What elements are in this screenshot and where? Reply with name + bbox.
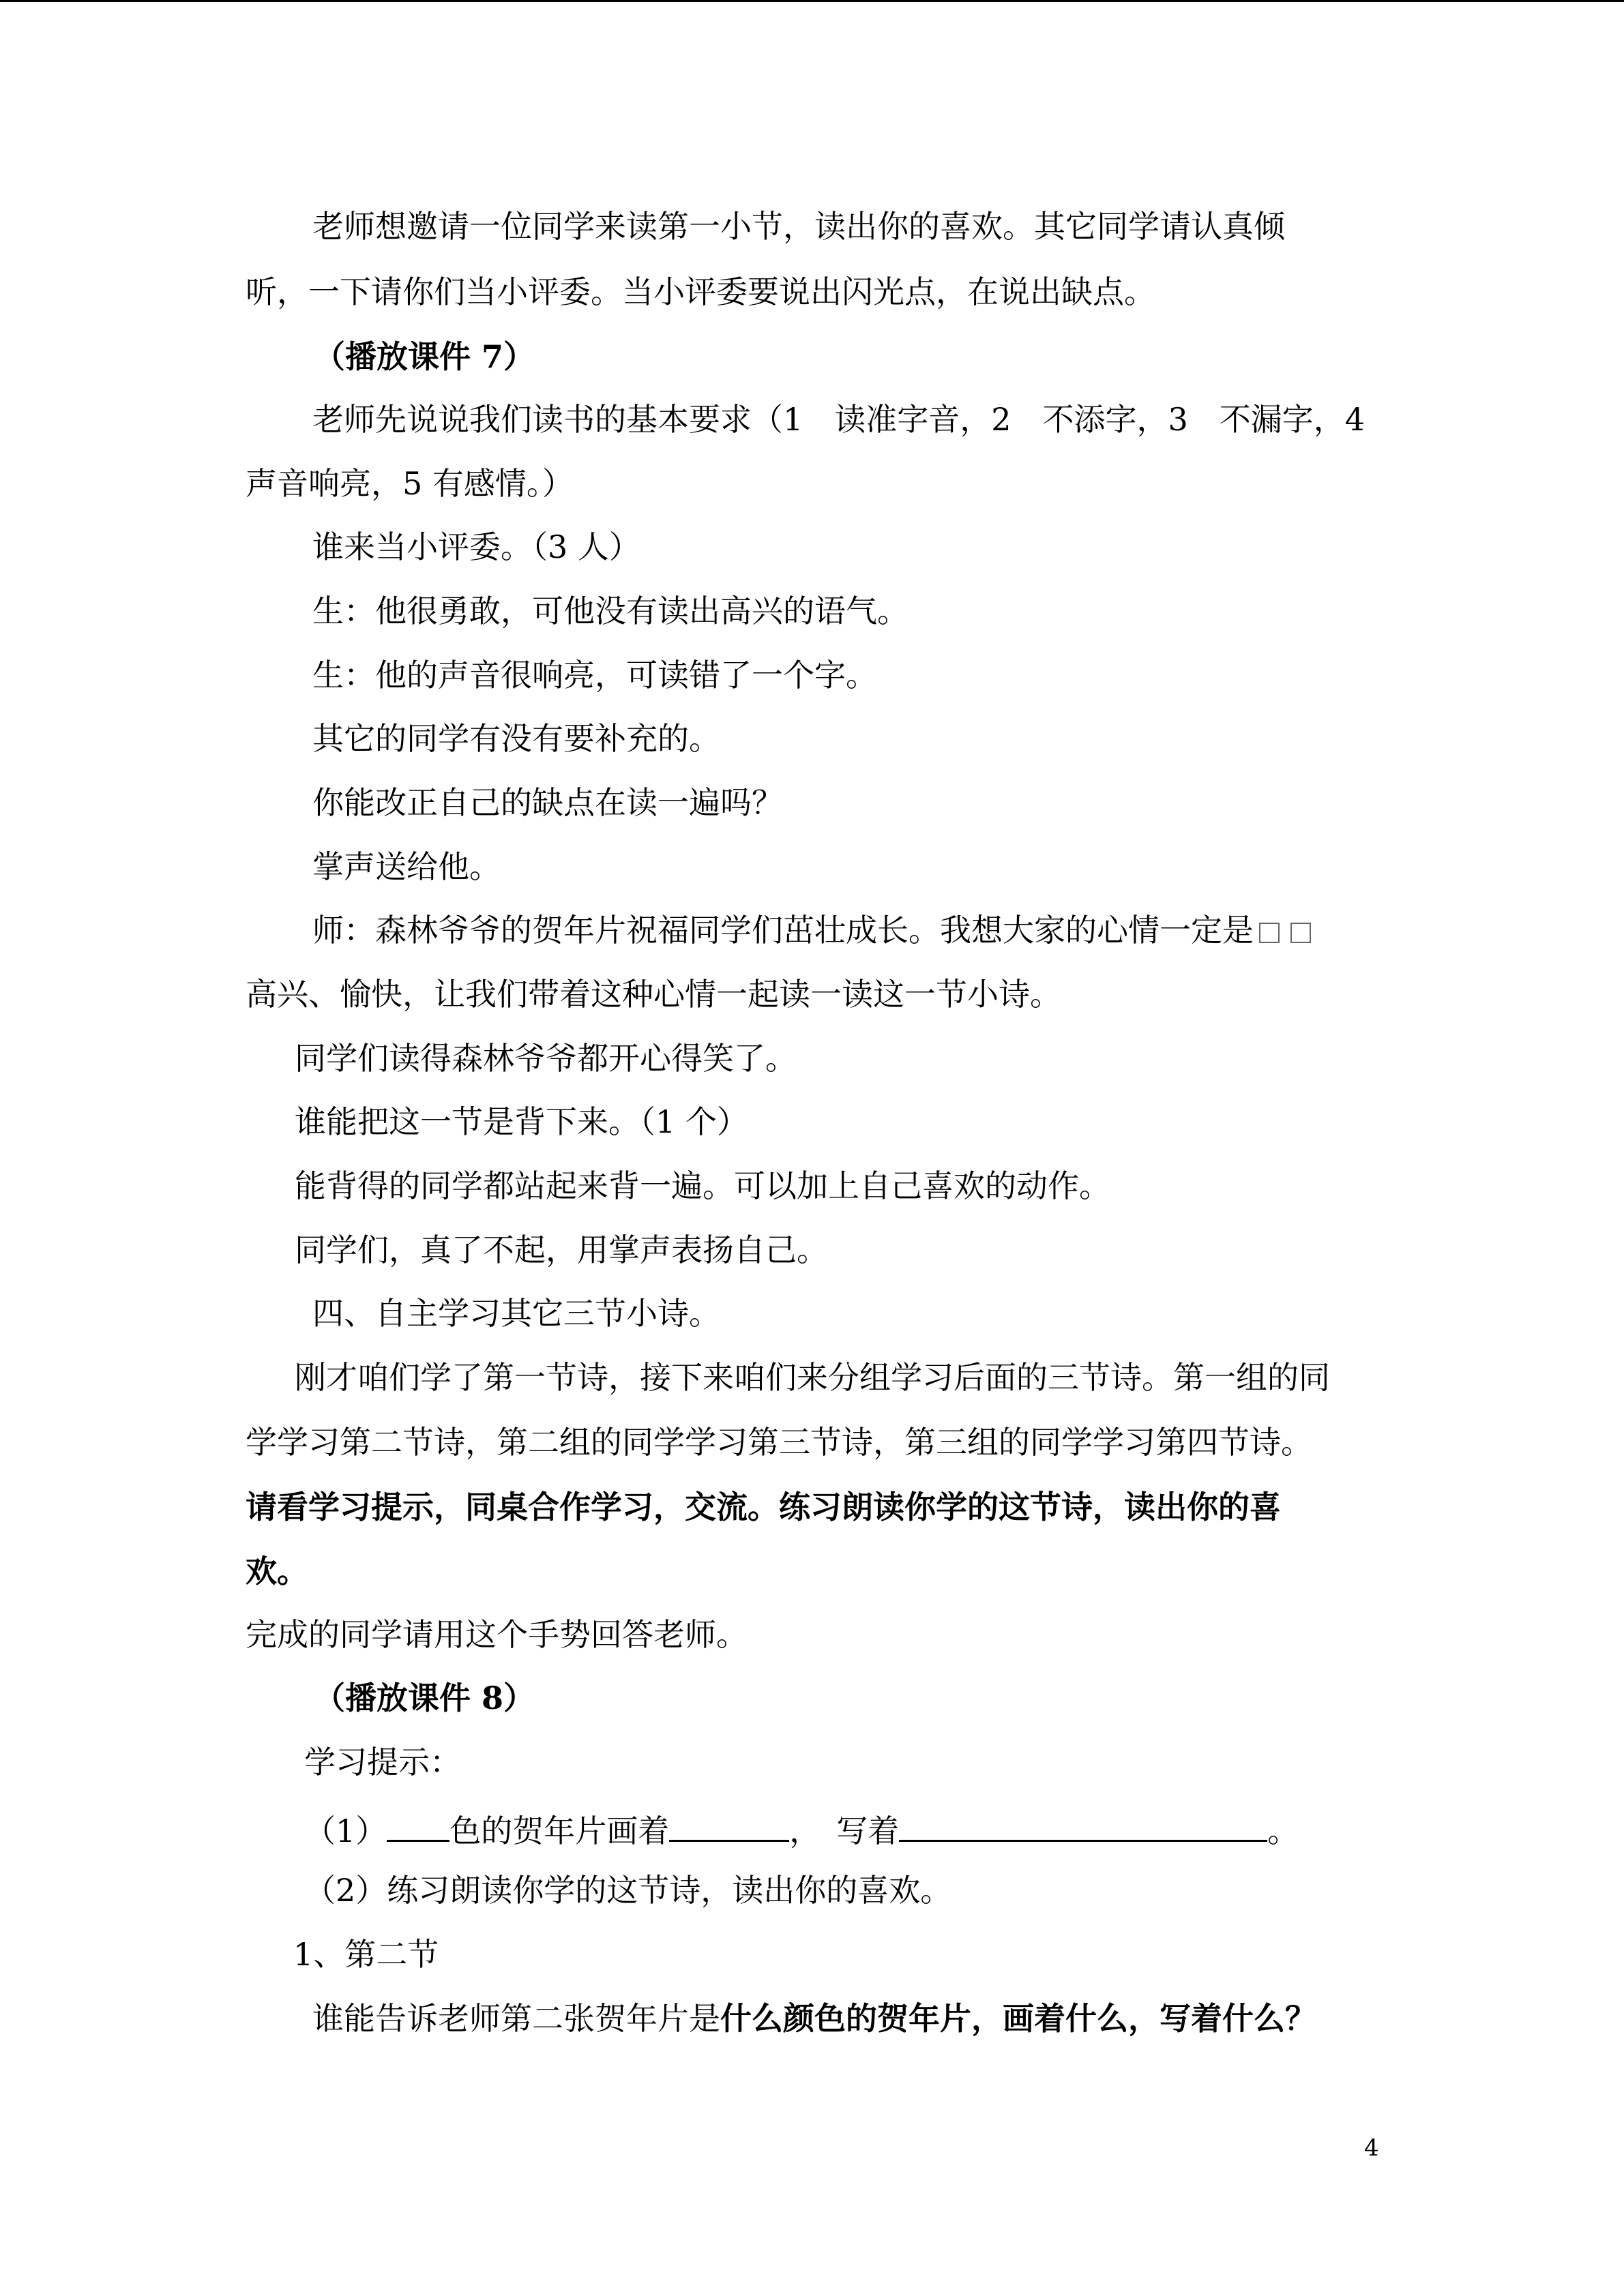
paragraph-line: 同学们，真了不起，用掌声表扬自己。 <box>295 1232 828 1268</box>
study-prompt-1: （1） 色的贺年片画着 ， 写着 。 <box>304 1806 1299 1847</box>
paragraph-line: 高兴、愉快，让我们带着这种心情一起读一读这一节小诗。 <box>246 976 1061 1013</box>
study-prompt-2: （2）练习朗读你学的这节诗，读出你的喜欢。 <box>304 1872 952 1909</box>
paragraph-line: 能背得的同学都站起来背一遍。可以加上自己喜欢的动作。 <box>295 1167 1110 1204</box>
page-number: 4 <box>1364 2134 1379 2162</box>
paragraph-line: 完成的同学请用这个手势回答老师。 <box>246 1616 748 1653</box>
missing-glyph-box <box>1259 923 1280 943</box>
paragraph-line: 谁来当小评委。（3 人） <box>312 528 640 565</box>
paragraph-line: 同学们读得森林爷爷都开心得笑了。 <box>295 1040 797 1077</box>
fill-blank <box>669 1806 789 1842</box>
paragraph-line: 老师想邀请一位同学来读第一小节，读出你的喜欢。其它同学请认真倾 <box>312 208 1285 245</box>
paragraph-line: 学习提示： <box>304 1744 461 1780</box>
paragraph-line: 生：他的声音很响亮，可读错了一个字。 <box>312 657 877 694</box>
fill-blank <box>387 1806 449 1842</box>
paragraph-line: 学学习第二节诗，第二组的同学学习第三节诗，第三组的同学学习第四节诗。 <box>246 1424 1312 1461</box>
courseware-heading: （播放课件 7） <box>314 338 535 375</box>
missing-glyph-box <box>1290 923 1311 943</box>
courseware-heading: （播放课件 8） <box>314 1680 535 1716</box>
paragraph-line: 听，一下请你们当小评委。当小评委要说出闪光点，在说出缺点。 <box>246 273 1155 310</box>
paragraph-line: 声音响亮，5 有感情。） <box>246 465 574 502</box>
fill-blank <box>899 1806 1267 1842</box>
paragraph-line: 掌声送给他。 <box>312 848 501 885</box>
section-heading: 四、自主学习其它三节小诗。 <box>312 1295 720 1332</box>
paragraph-line: 师：森林爷爷的贺年片祝福同学们茁壮成长。我想大家的心情一定是 <box>312 910 1316 951</box>
paragraph-line: 老师先说说我们读书的基本要求（1 读准字音，2 不添字，3 不漏字，4 <box>312 401 1365 438</box>
paragraph-line: 刚才咱们学了第一节诗，接下来咱们来分组学习后面的三节诗。第一组的同 <box>295 1359 1330 1396</box>
paragraph-line: 谁能告诉老师第二张贺年片是什么颜色的贺年片，画着什么，写着什么？ <box>312 2000 1316 2037</box>
page-top-border <box>0 0 1624 2</box>
subsection-heading: 1、第二节 <box>293 1936 439 1973</box>
paragraph-line: 请看学习提示，同桌合作学习，交流。练习朗读你学的这节诗，读出你的喜 <box>246 1489 1281 1525</box>
paragraph-line: 其它的同学有没有要补充的。 <box>312 720 720 757</box>
paragraph-line: 欢。 <box>246 1553 308 1590</box>
paragraph-line: 生：他很勇敢，可他没有读出高兴的语气。 <box>312 593 909 629</box>
paragraph-line: 你能改正自己的缺点在读一遍吗？ <box>312 784 783 821</box>
paragraph-line: 谁能把这一节是背下来。（1 个） <box>295 1103 748 1140</box>
